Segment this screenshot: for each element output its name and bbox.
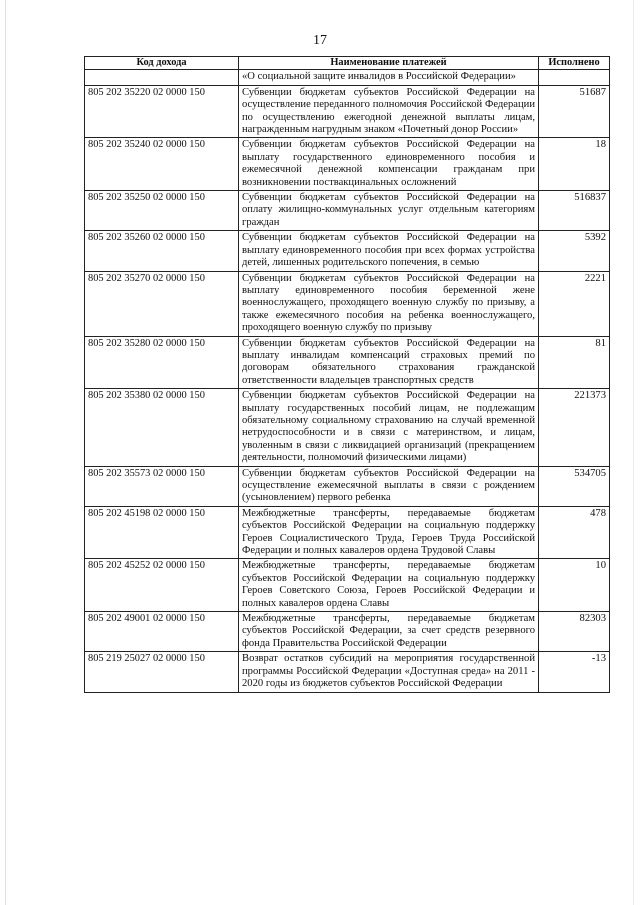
payment-name-cell: Субвенции бюджетам субъектов Российской Федерации на выплату единовременного пособия беременной жене военнослужащего, проходящего военную службу по призыву, а также ежемесячного пособия на ребенка военнослужащего, проходящего военную службу по призыву <box>239 271 539 336</box>
executed-amount-cell: 82303 <box>539 612 610 652</box>
income-code-cell: 805 202 35240 02 0000 150 <box>85 138 239 191</box>
income-code-cell: 805 202 49001 02 0000 150 <box>85 612 239 652</box>
income-code-cell: 805 202 35260 02 0000 150 <box>85 231 239 271</box>
header-income-code: Код дохода <box>85 57 239 70</box>
header-executed: Исполнено <box>539 57 610 70</box>
table-row <box>85 612 610 652</box>
executed-amount-cell: 221373 <box>539 389 610 466</box>
executed-amount-cell: 516837 <box>539 191 610 231</box>
table-row <box>85 389 610 466</box>
table-row <box>85 506 610 559</box>
page-number: 17 <box>313 33 327 48</box>
income-code-cell: 805 202 35380 02 0000 150 <box>85 389 239 466</box>
table-header-row <box>85 57 610 70</box>
income-code-cell <box>85 70 239 85</box>
header-payment-name: Наименование платежей <box>239 57 539 70</box>
executed-amount-cell: 18 <box>539 138 610 191</box>
executed-amount-cell <box>539 70 610 85</box>
payment-name-cell: Возврат остатков субсидий на мероприятия государственной программы Российской Федерации «Доступная среда» на 2011 - 2020 годы из бюджетов субъектов Российской Федерации <box>239 652 539 692</box>
executed-amount-cell: 2221 <box>539 271 610 336</box>
income-code-cell: 805 202 35270 02 0000 150 <box>85 271 239 336</box>
payment-name-cell: Субвенции бюджетам субъектов Российской Федерации на выплату инвалидам компенсаций страховых премий по договорам обязательного страхования гражданской ответственности владельцев транспортных средств <box>239 336 539 389</box>
payment-name-cell: Субвенции бюджетам субъектов Российской Федерации на осуществление ежемесячной выплаты в связи с рождением (усыновлением) первого ребенка <box>239 466 539 506</box>
table-row <box>85 85 610 138</box>
table-row <box>85 652 610 692</box>
payment-name-cell: Субвенции бюджетам субъектов Российской Федерации на выплату государственных пособий лицам, не подлежащим обязательному социальному страхованию на случай временной нетрудоспособности и в связи с материнством, и лицам, уволенным в связи с ликвидацией организаций (прекращением деятельности, полномочий физическими лицами) <box>239 389 539 466</box>
income-code-cell: 805 202 45252 02 0000 150 <box>85 559 239 612</box>
executed-amount-cell: 51687 <box>539 85 610 138</box>
payment-name-cell: Субвенции бюджетам субъектов Российской Федерации на оплату жилищно-коммунальных услуг отдельным категориям граждан <box>239 191 539 231</box>
payment-name-cell: «О социальной защите инвалидов в Российской Федерации» <box>239 70 539 85</box>
payment-name-cell: Субвенции бюджетам субъектов Российской Федерации на осуществление переданного полномочия Российской Федерации по осуществлению ежегодной денежной выплаты лицам, награжденным нагрудным знаком «Почетный донор России» <box>239 85 539 138</box>
payment-name-cell: Межбюджетные трансферты, передаваемые бюджетам субъектов Российской Федерации, за счет средств резервного фонда Правительства Российской Федерации <box>239 612 539 652</box>
income-code-cell: 805 202 35220 02 0000 150 <box>85 85 239 138</box>
table-row <box>85 271 610 336</box>
revenue-table <box>84 56 610 693</box>
executed-amount-cell: 478 <box>539 506 610 559</box>
executed-amount-cell: 5392 <box>539 231 610 271</box>
payment-name-cell: Субвенции бюджетам субъектов Российской Федерации на выплату государственного единовременного пособия и ежемесячной денежной компенсации гражданам при возникновении поствакцинальных осложнений <box>239 138 539 191</box>
income-code-cell: 805 202 35250 02 0000 150 <box>85 191 239 231</box>
income-code-cell: 805 202 35280 02 0000 150 <box>85 336 239 389</box>
table-row <box>85 559 610 612</box>
income-code-cell: 805 219 25027 02 0000 150 <box>85 652 239 692</box>
income-code-cell: 805 202 35573 02 0000 150 <box>85 466 239 506</box>
table-row <box>85 191 610 231</box>
table-row <box>85 138 610 191</box>
payment-name-cell: Межбюджетные трансферты, передаваемые бюджетам субъектов Российской Федерации на социальную поддержку Героев Социалистического Труда, Героев Труда Российской Федерации и полных кавалеров ордена Трудовой Славы <box>239 506 539 559</box>
payment-name-cell: Межбюджетные трансферты, передаваемые бюджетам субъектов Российской Федерации на социальную поддержку Героев Советского Союза, Героев Российской Федерации и полных кавалеров ордена Славы <box>239 559 539 612</box>
payment-name-cell: Субвенции бюджетам субъектов Российской Федерации на выплату единовременного пособия при всех формах устройства детей, лишенных родительского попечения, в семью <box>239 231 539 271</box>
executed-amount-cell: -13 <box>539 652 610 692</box>
executed-amount-cell: 81 <box>539 336 610 389</box>
executed-amount-cell: 10 <box>539 559 610 612</box>
income-code-cell: 805 202 45198 02 0000 150 <box>85 506 239 559</box>
table-row <box>85 336 610 389</box>
scan-edge-left <box>5 0 6 905</box>
table-row <box>85 70 610 85</box>
scan-edge-right <box>633 0 634 905</box>
table-row <box>85 231 610 271</box>
table-row <box>85 466 610 506</box>
executed-amount-cell: 534705 <box>539 466 610 506</box>
